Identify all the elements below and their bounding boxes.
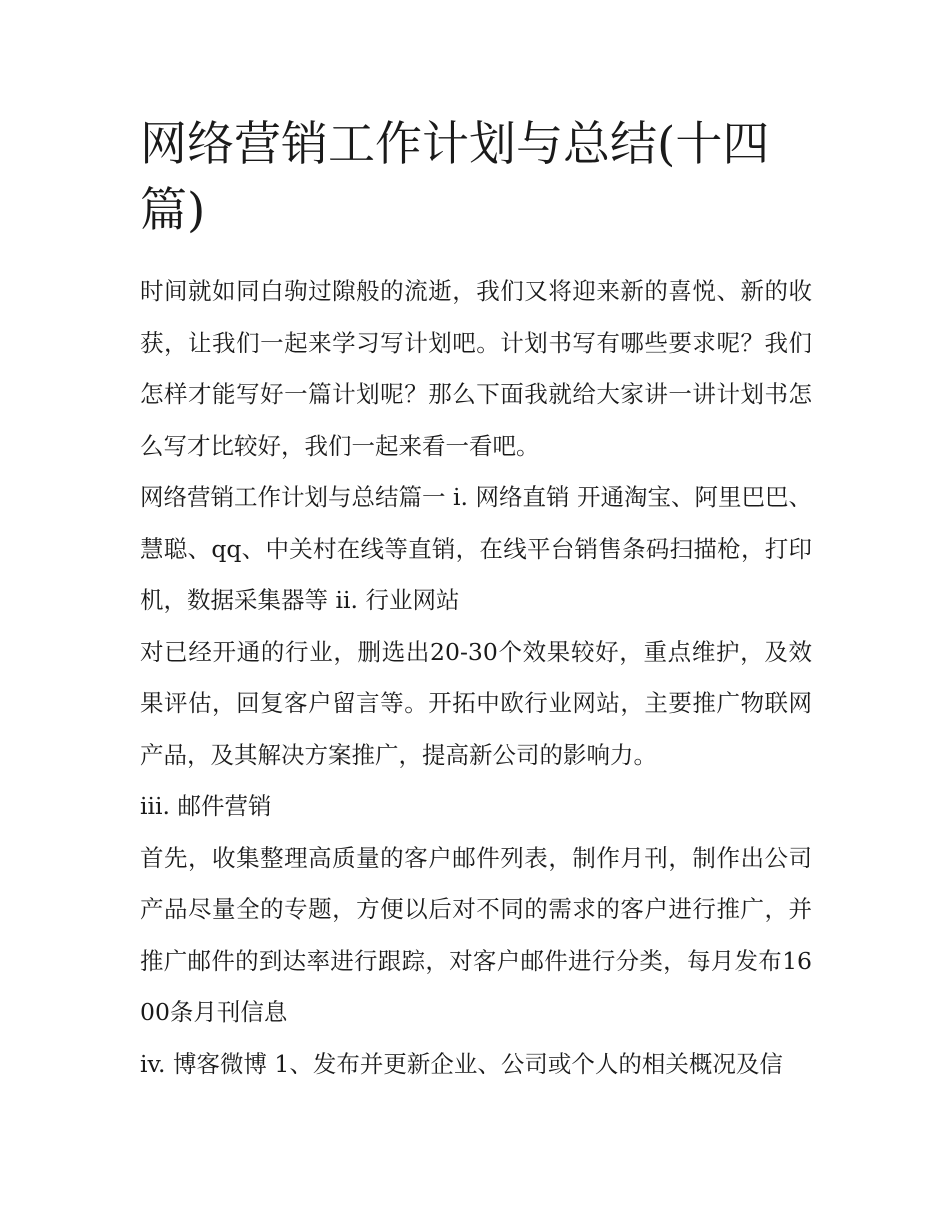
section-one-paragraph: 网络营销工作计划与总结篇一 i. 网络直销 开通淘宝、阿里巴巴、慧聪、qq、中关村在线等直销，在线平台销售条码扫描枪，打印机，数据采集器等 ii. 行业网站 — [140, 483, 812, 614]
document-title: 网络营销工作计划与总结(十四篇) — [140, 117, 770, 238]
industry-website-paragraph: 对已经开通的行业，删选出20-30个效果较好，重点维护，及效果评估，回复客户留言等。开拓中欧行业网站，主要推广物联网产品，及其解决方案推广，提高新公司的影响力。 — [140, 637, 812, 769]
email-marketing-paragraph: 首先，收集整理高质量的客户邮件列表，制作月刊，制作出公司产品尽量全的专题，方便以后对不同的需求的客户进行推广，并推广邮件的到达率进行跟踪，对客户邮件进行分类，每月发布1600条月刊信息 — [140, 843, 812, 1026]
document-body — [140, 112, 812, 1090]
email-marketing-heading: iii. 邮件营销 — [140, 792, 272, 820]
blog-weibo-paragraph: iv. 博客微博 1、发布并更新企业、公司或个人的相关概况及信 — [140, 1049, 783, 1078]
intro-paragraph: 时间就如同白驹过隙般的流逝，我们又将迎来新的喜悦、新的收获，让我们一起来学习写计划吧。计划书写有哪些要求呢？我们怎样才能写好一篇计划呢？那么下面我就给大家讲一讲计划书怎么写才比较好，我们一起来看一看吧。 — [140, 277, 812, 460]
